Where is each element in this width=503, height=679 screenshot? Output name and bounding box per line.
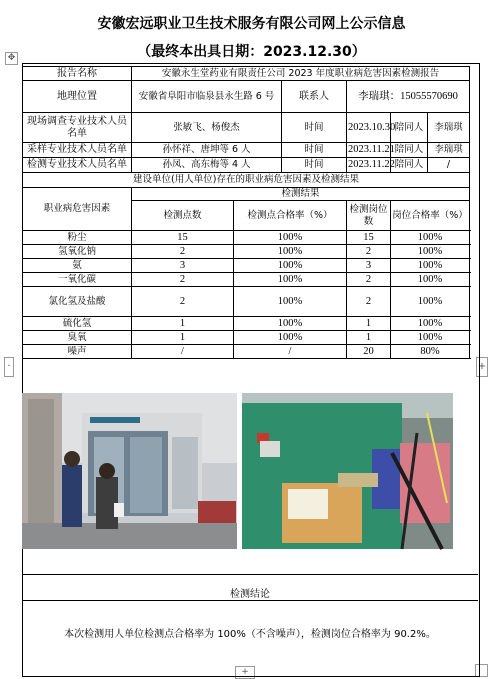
- point-rate-cell: 100%: [234, 259, 347, 273]
- page-title: 安徽宏远职业卫生技术服务有限公司网上公示信息: [97, 16, 406, 32]
- table-row: [23, 317, 470, 331]
- post-rate-cell: 100%: [391, 331, 470, 345]
- post-rate-cell: 100%: [391, 273, 470, 287]
- post-rate-cell: 80%: [391, 345, 470, 359]
- table-row: [23, 259, 470, 273]
- posts-cell: 20: [347, 345, 391, 359]
- right-resize-handle-icon[interactable]: +: [476, 357, 488, 377]
- left-resize-handle-icon[interactable]: ·: [4, 357, 14, 377]
- point-rate-cell: 100%: [234, 231, 347, 245]
- points-cell: 2: [132, 273, 234, 287]
- points-cell: 3: [132, 259, 234, 273]
- points-cell: 2: [132, 287, 234, 317]
- point-rate-cell: 100%: [234, 331, 347, 345]
- contact-label: 联系人: [282, 81, 347, 113]
- testing-companion-value: /: [428, 158, 470, 173]
- factor-cell: 噪声: [23, 345, 132, 359]
- column-header: 岗位合格率（%）: [391, 201, 470, 231]
- sampling-time-label: 时间: [282, 143, 347, 158]
- results-header: 检测结果: [132, 188, 470, 201]
- site-photo-entrance: [22, 393, 237, 549]
- conclusion-heading: 检测结论: [22, 585, 478, 601]
- survey-companion-label: 陪同人: [391, 113, 428, 143]
- point-rate-cell: 100%: [234, 317, 347, 331]
- move-handle-icon[interactable]: ✥: [5, 52, 18, 65]
- factor-cell: 硫化氢: [23, 317, 132, 331]
- point-rate-cell: 100%: [234, 273, 347, 287]
- bottom-resize-handle-icon[interactable]: +: [235, 666, 255, 679]
- post-rate-cell: 100%: [391, 317, 470, 331]
- table-row: [23, 345, 470, 359]
- page-subtitle: （最终本出具日期：2023.12.30）: [137, 44, 366, 60]
- posts-cell: 1: [347, 317, 391, 331]
- testing-time-value: 2023.11.22: [347, 158, 391, 173]
- factor-cell: 一氧化碳: [23, 273, 132, 287]
- survey-staff-value: 张敏飞、杨俊杰: [132, 113, 282, 143]
- location-label: 地理位置: [23, 81, 132, 113]
- posts-cell: 15: [347, 231, 391, 245]
- posts-cell: 3: [347, 259, 391, 273]
- info-table: [22, 66, 470, 359]
- posts-cell: 2: [347, 287, 391, 317]
- sampling-time-value: 2023.11.21: [347, 143, 391, 158]
- table-row: [23, 331, 470, 345]
- point-rate-cell: 100%: [234, 287, 347, 317]
- factor-cell: 氨: [23, 259, 132, 273]
- survey-time-value: 2023.10.30: [347, 113, 391, 143]
- point-rate-cell: /: [234, 345, 347, 359]
- table-row: [23, 231, 470, 245]
- table-row: [23, 273, 470, 287]
- testing-time-label: 时间: [282, 158, 347, 173]
- testing-staff-label: 检测专业技术人员名单: [23, 158, 132, 173]
- factor-header: 职业病危害因素: [23, 188, 132, 231]
- report-name-value: 安徽永生堂药业有限责任公司 2023 年度职业病危害因素检测报告: [132, 67, 470, 81]
- testing-staff-value: 孙凤、高东梅等 4 人: [132, 158, 282, 173]
- points-cell: 2: [132, 245, 234, 259]
- post-rate-cell: 100%: [391, 231, 470, 245]
- posts-cell: 1: [347, 331, 391, 345]
- post-rate-cell: 100%: [391, 245, 470, 259]
- points-cell: 15: [132, 231, 234, 245]
- post-rate-cell: 100%: [391, 259, 470, 273]
- conclusion-divider: [22, 574, 478, 575]
- survey-staff-label: 现场调查专业技术人员名单: [23, 113, 132, 143]
- factor-cell: 粉尘: [23, 231, 132, 245]
- location-value: 安徽省阜阳市临泉县永生路 6 号: [132, 81, 282, 113]
- sampling-staff-label: 采样专业技术人员名单: [23, 143, 132, 158]
- sampling-companion-value: 李瑞琪: [428, 143, 470, 158]
- point-rate-cell: 100%: [234, 245, 347, 259]
- report-name-label: 报告名称: [23, 67, 132, 81]
- column-header: 检测岗位数: [347, 201, 391, 231]
- survey-time-label: 时间: [282, 113, 347, 143]
- testing-companion-label: 陪同人: [391, 158, 428, 173]
- contact-value: 李瑞琪：15055570690: [347, 81, 470, 113]
- points-cell: /: [132, 345, 234, 359]
- table-row: [23, 287, 470, 317]
- site-photo-sampling: [242, 393, 453, 549]
- sampling-staff-value: 孙怀祥、唐坤等 6 人: [132, 143, 282, 158]
- posts-cell: 2: [347, 273, 391, 287]
- points-cell: 1: [132, 331, 234, 345]
- table-row: [23, 245, 470, 259]
- posts-cell: 2: [347, 245, 391, 259]
- factor-cell: 氯化氢及盐酸: [23, 287, 132, 317]
- factor-cell: 臭氧: [23, 331, 132, 345]
- column-header: 检测点数: [132, 201, 234, 231]
- conclusion-text: 本次检测用人单位检测点合格率为 100%（不含噪声），检测岗位合格率为 90.2%。: [64, 629, 436, 640]
- points-cell: 1: [132, 317, 234, 331]
- column-header: 检测点合格率（%）: [234, 201, 347, 231]
- factor-cell: 氢氧化钠: [23, 245, 132, 259]
- sampling-companion-label: 陪同人: [391, 143, 428, 158]
- results-section-title: 建设单位(用人单位)存在的职业病危害因素及检测结果: [23, 173, 470, 188]
- survey-companion-value: 李瑞琪: [428, 113, 470, 143]
- post-rate-cell: 100%: [391, 287, 470, 317]
